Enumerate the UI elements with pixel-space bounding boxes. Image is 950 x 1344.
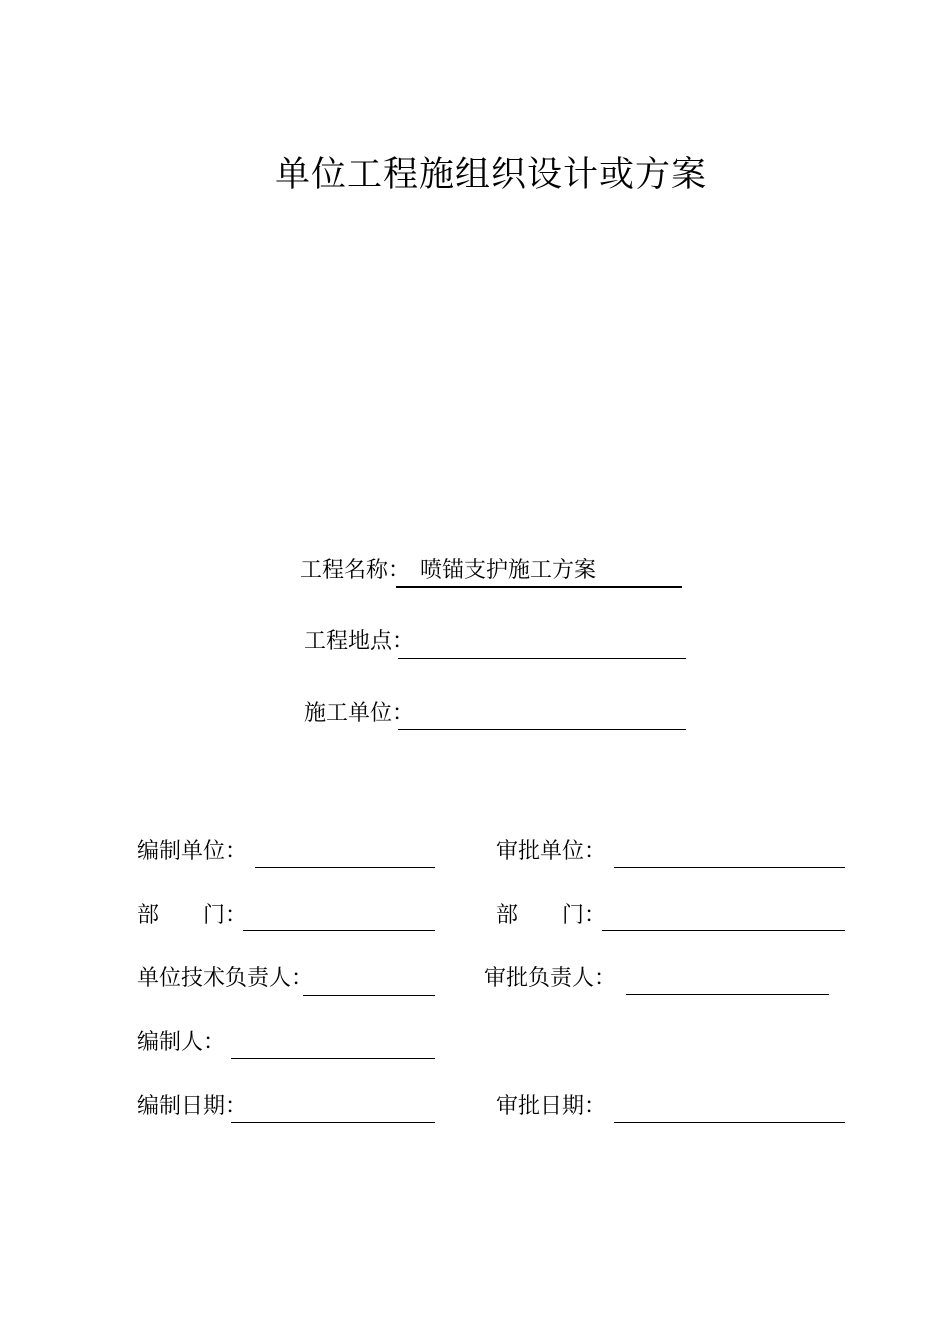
project-location-line: [398, 658, 686, 659]
compile-unit-line: [255, 867, 435, 868]
project-location-label: 工程地点：: [304, 629, 415, 654]
compiler-label: 编制人：: [137, 1030, 226, 1055]
compile-date-line: [231, 1122, 435, 1123]
tech-lead-label: 单位技术负责人：: [137, 966, 314, 991]
compile-unit-label: 编制单位：: [137, 839, 248, 864]
project-name-line: [396, 586, 682, 588]
compile-date-label: 编制日期：: [137, 1094, 248, 1119]
compile-dept-label: 部 门：: [137, 903, 248, 928]
project-name-value: 喷锚支护施工方案: [420, 558, 597, 583]
approve-date-label: 审批日期：: [496, 1094, 607, 1119]
document-title: 单位工程施组织设计或方案: [274, 155, 707, 195]
project-name-label: 工程名称：: [300, 558, 411, 583]
approve-dept-line: [602, 930, 845, 931]
approve-date-line: [614, 1122, 845, 1123]
approve-lead-line: [626, 994, 829, 995]
approve-unit-line: [614, 867, 845, 868]
compiler-line: [231, 1058, 435, 1059]
tech-lead-line: [303, 995, 435, 996]
approve-dept-label: 部 门：: [496, 903, 607, 928]
compile-dept-line: [243, 930, 435, 931]
approve-unit-label: 审批单位：: [496, 839, 607, 864]
contractor-label: 施工单位：: [304, 701, 415, 726]
approve-lead-label: 审批负责人：: [484, 966, 617, 991]
contractor-line: [398, 729, 686, 730]
